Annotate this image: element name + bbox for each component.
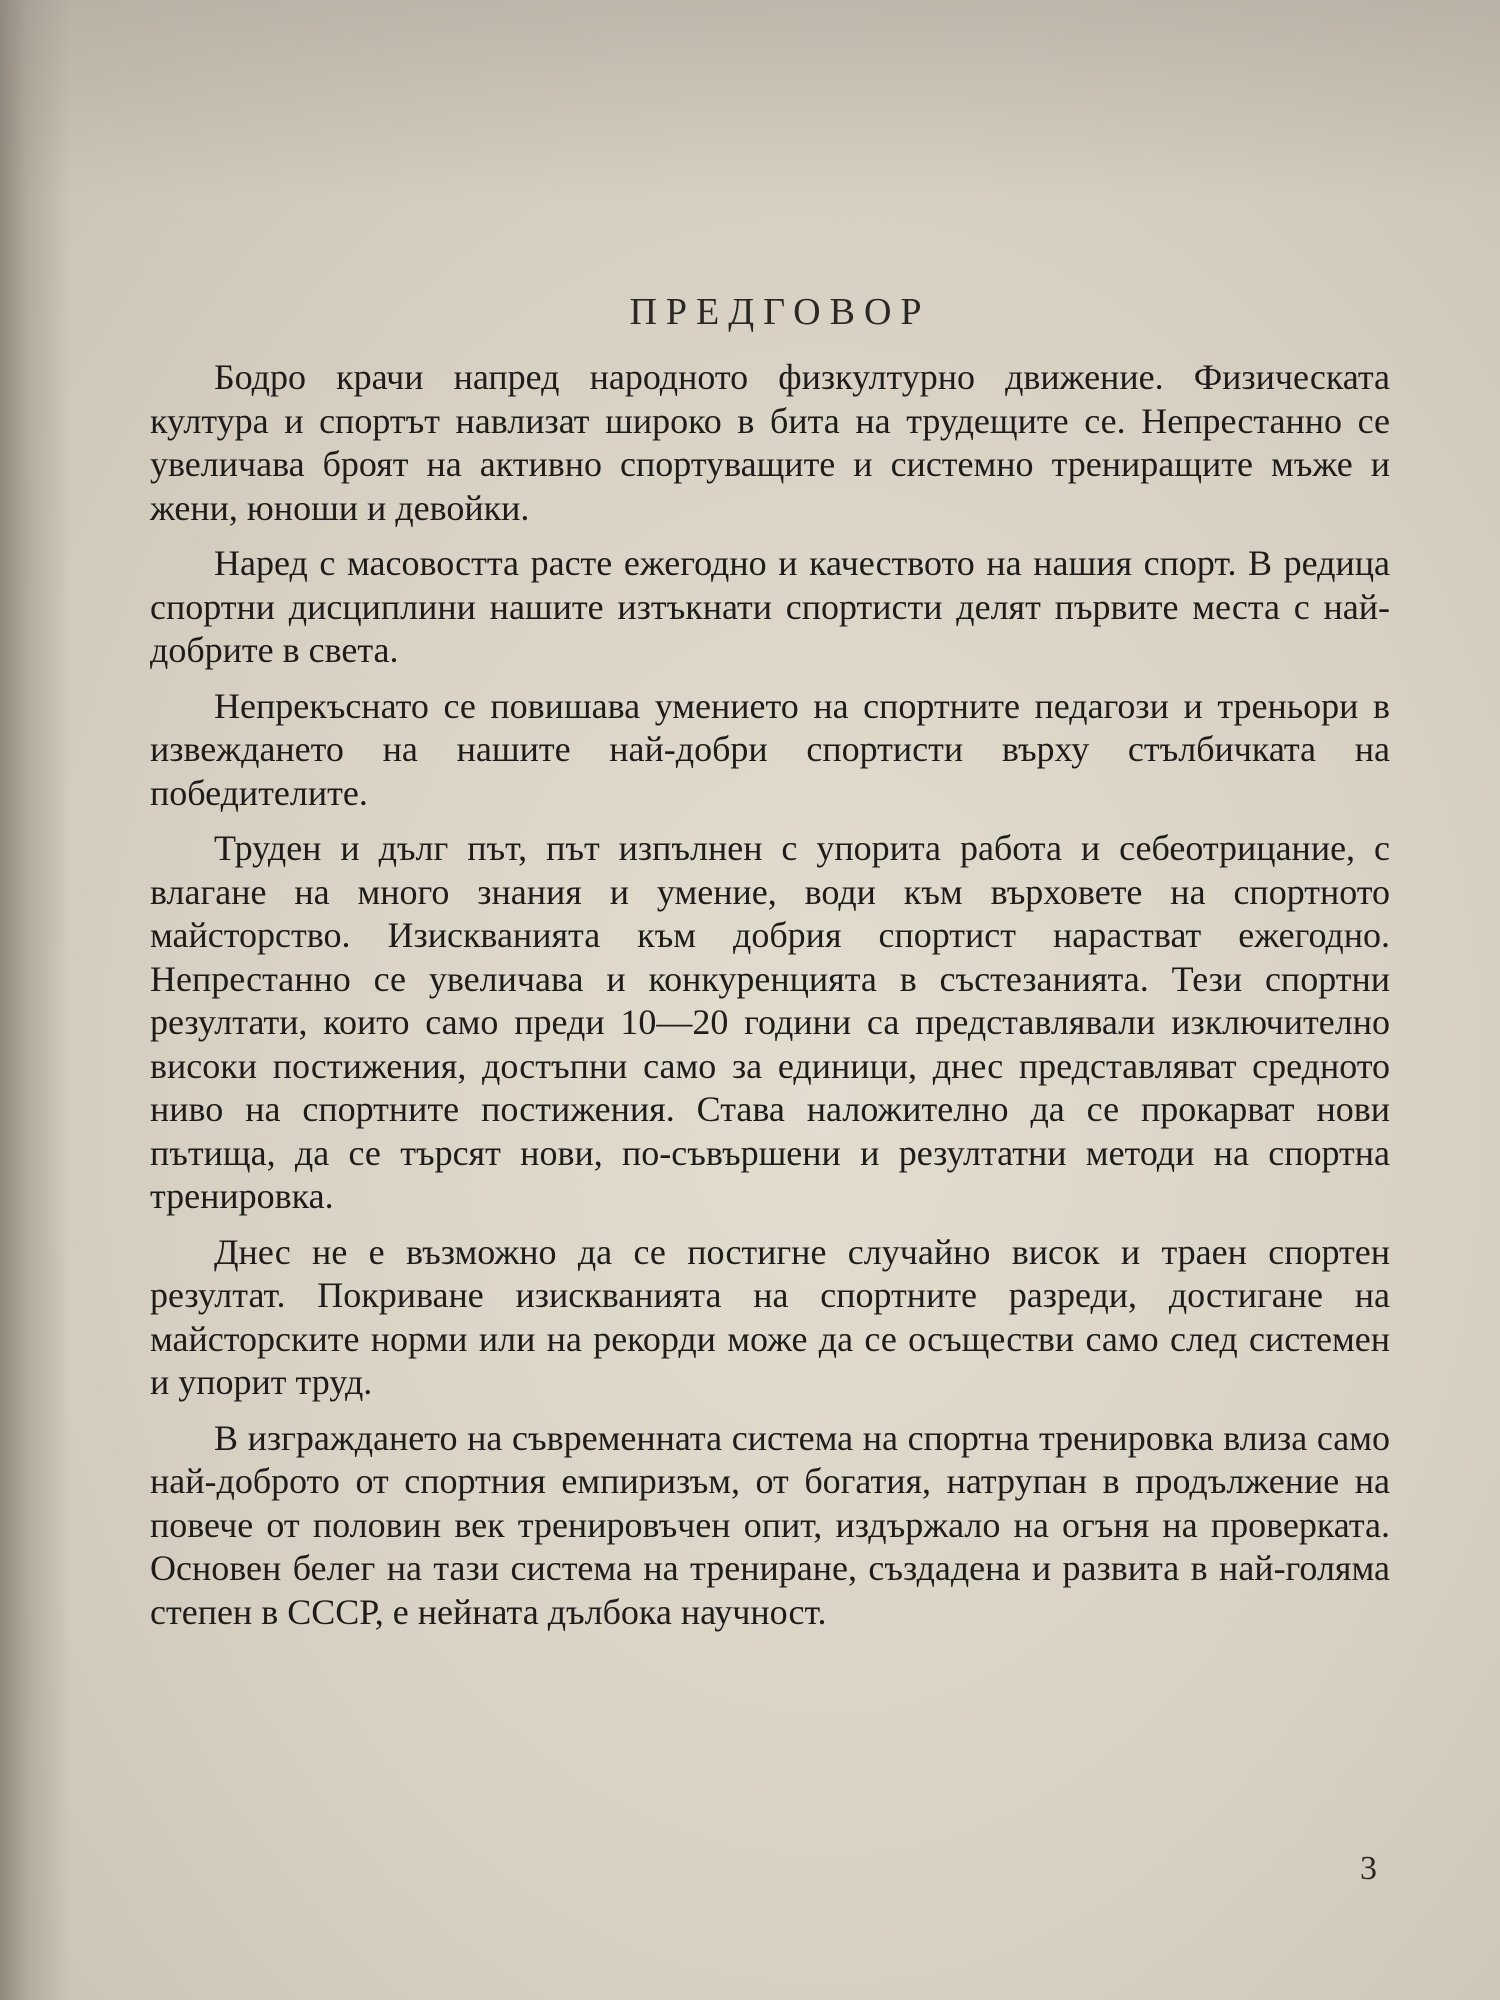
page-text xyxy=(150,290,1390,1646)
page-number: 3 xyxy=(1360,1850,1377,1887)
paragraph-2: Наред с масовостта расте ежегодно и качеството на нашия спорт. В редица спортни дисциплини нашите изтъкнати спортисти делят първите места с най-добрите в света. xyxy=(150,543,1390,670)
paragraph-6: В изграждането на съвременната система на спортна тренировка влиза само най-доброто от спортния емпиризъм, от богатия, натрупан в продължение на повече от половин век тренировъчен опит, издържало на огъня на проверката. Основен белег на тази система на трениране, създадена и развита в най-голяма степен в СССР, е нейната дълбока научност. xyxy=(150,1417,1390,1632)
paragraph-5: Днес не е възможно да се постигне случайно висок и траен спортен резултат. Покриване изискванията на спортните разреди, достигане на майсторските норми или на рекорди може да се осъществи само след системен и упорит труд. xyxy=(150,1231,1390,1402)
top-shade xyxy=(0,0,1500,200)
paragraph-1: Бодро крачи напред народното физкултурно движение. Физическата култура и спортът навлизат широко в бита на трудещите се. Непрестанно се увеличава броят на активно спортуващите и системно трениращите мъже и жени, юноши и девойки. xyxy=(150,357,1390,528)
page-title: ПРЕДГОВОР xyxy=(629,291,931,333)
paragraph-4: Труден и дълг път, път изпълнен с упорита работа и себеотрицание, с влагане на много знания и умение, води към върховете на спортното майсторство. Изискванията към добрия спортист нарастват ежегодно. Непрестанно се увеличава и конкуренцията в състезанията. Тези спортни резултати, които само преди 10—20 години са представлявали изключително високи постижения, достъпни само за единици, днес представляват средното ниво на спортните постижения. Става наложително да се прокарват нови пътища, да се търсят нови, по-съвършени и резултатни методи на спортна тренировка. xyxy=(150,828,1390,1216)
paragraph-3: Непрекъснато се повишава умението на спортните педагози и треньори в извеждането на нашите най-добри спортисти върху стълбичката на победителите. xyxy=(150,685,1390,813)
spine-shadow xyxy=(0,0,70,2000)
